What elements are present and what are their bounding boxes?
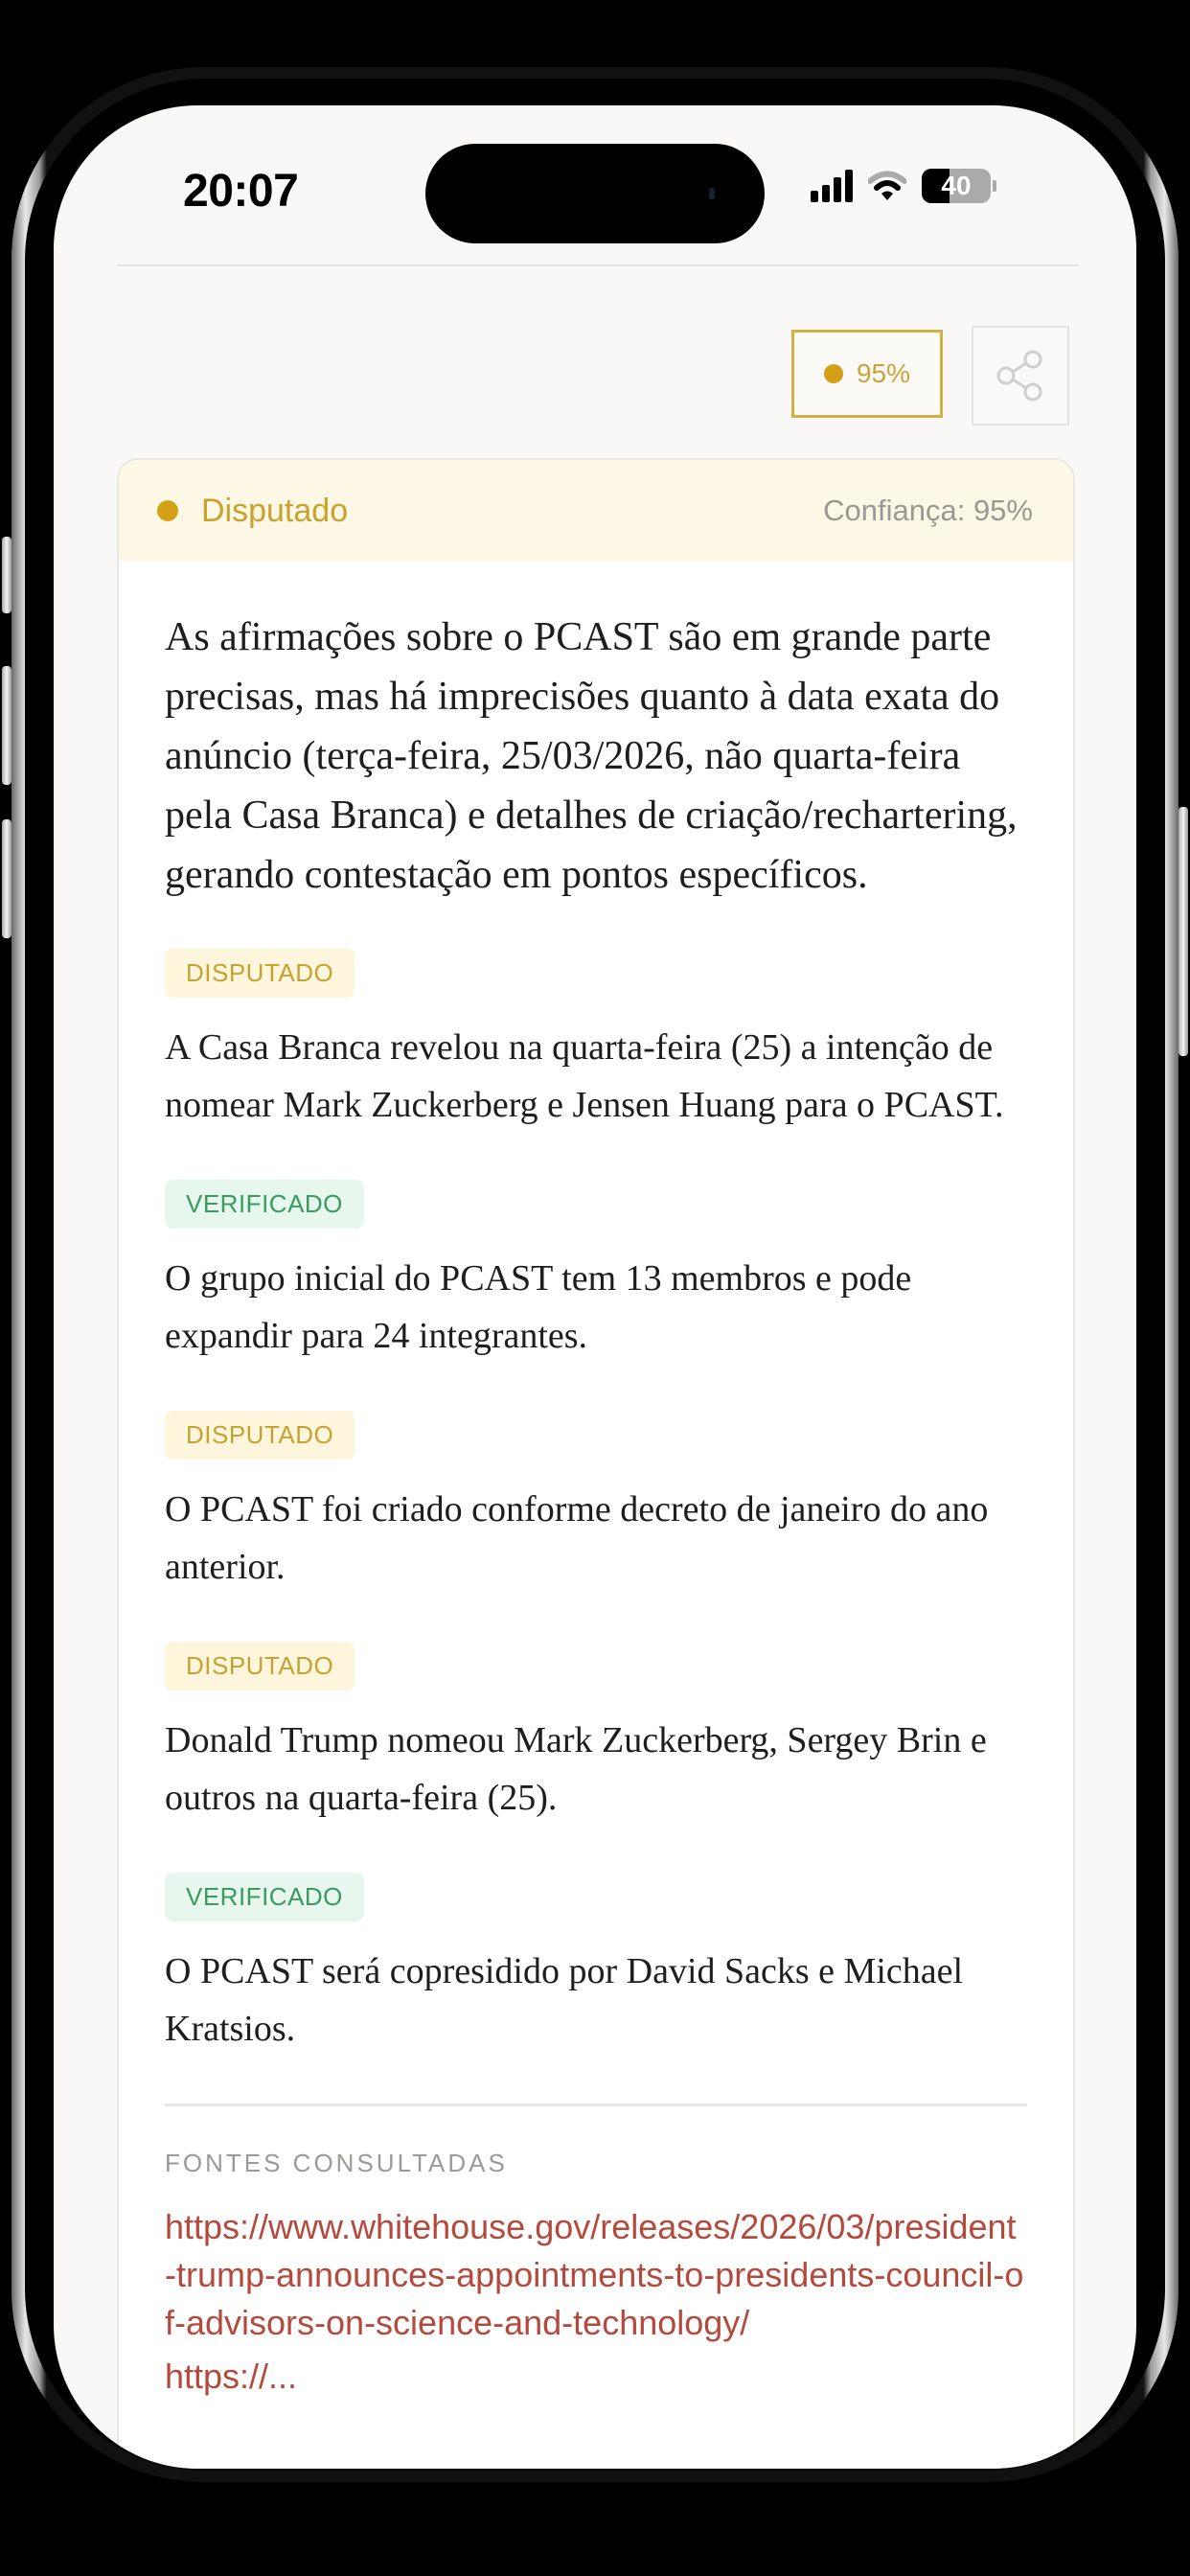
claim-text: A Casa Branca revelou na quarta-feira (25) a intenção de nomear Mark Zuckerberg e Jensen Huang para o PCAST. (165, 1027, 1004, 1125)
status-badge-disputed: DISPUTADO (165, 949, 355, 998)
status-badge-verified: VERIFICADO (165, 1873, 364, 1921)
card-header (119, 460, 1073, 562)
screen (54, 105, 1136, 2469)
sources-heading: FONTES CONSULTADAS (165, 2149, 508, 2177)
wifi-icon (868, 171, 906, 201)
share-icon (995, 348, 1046, 403)
summary-text: As afirmações sobre o PCAST são em grande parte precisas, mas há imprecisões quanto à data exata do anúncio (terça-feira, 25/03/2026, não quarta-feira pela Casa Branca) e detalhes de criação/rechartering, gerando contestação em pontos específicos. (165, 615, 1018, 897)
power-button (1179, 807, 1188, 1056)
confidence-label: Confiança: 95% (823, 494, 1033, 527)
action-button (2, 537, 11, 613)
cellular-signal-icon (811, 170, 853, 202)
status-badge-disputed: DISPUTADO (165, 1642, 355, 1690)
header-divider (117, 264, 1079, 266)
verdict-dot-icon (157, 500, 178, 521)
dynamic-island (425, 144, 765, 243)
verdict-label: Disputado (201, 492, 349, 529)
source-link[interactable]: https://... (165, 2357, 298, 2396)
volume-up-button (2, 666, 11, 785)
share-button[interactable] (972, 326, 1069, 426)
sources-divider (165, 2104, 1027, 2106)
battery-icon (922, 169, 996, 203)
claim-text: Donald Trump nomeou Mark Zuckerberg, Sergey Brin e outros na quarta-feira (25). (165, 1720, 987, 1818)
claim-text: O PCAST será copresidido por David Sacks e Michael Kratsios. (165, 1951, 964, 2049)
claim-item (165, 1642, 1027, 1827)
claim-text: O grupo inicial do PCAST tem 13 membros e pode expandir para 24 integrantes. (165, 1258, 912, 1356)
verdict (157, 493, 348, 530)
claim-item (165, 1873, 1027, 2058)
battery-level: 40 (941, 171, 972, 200)
status-dot-icon (824, 364, 843, 383)
status-badge-verified: VERIFICADO (165, 1180, 364, 1229)
camera-indicator (709, 188, 715, 199)
claim-item (165, 949, 1027, 1134)
claim-text: O PCAST foi criado conforme decreto de janeiro do ano anterior. (165, 1489, 989, 1587)
status-time: 20:07 (183, 166, 299, 217)
volume-down-button (2, 819, 11, 938)
status-badge-disputed: DISPUTADO (165, 1411, 355, 1460)
confidence-value: 95% (856, 358, 911, 388)
confidence-badge[interactable] (791, 330, 943, 418)
card-body (119, 562, 1073, 2401)
status-icons (811, 169, 996, 203)
claim-item (165, 1180, 1027, 1365)
claim-item (165, 1411, 1027, 1596)
source-link[interactable]: https://www.whitehouse.gov/releases/2026/03/president-trump-announces-appointments-to-presidents-council-of-advisors-on-science-and-technology/ (165, 2207, 1024, 2342)
fact-check-card (117, 458, 1075, 2469)
